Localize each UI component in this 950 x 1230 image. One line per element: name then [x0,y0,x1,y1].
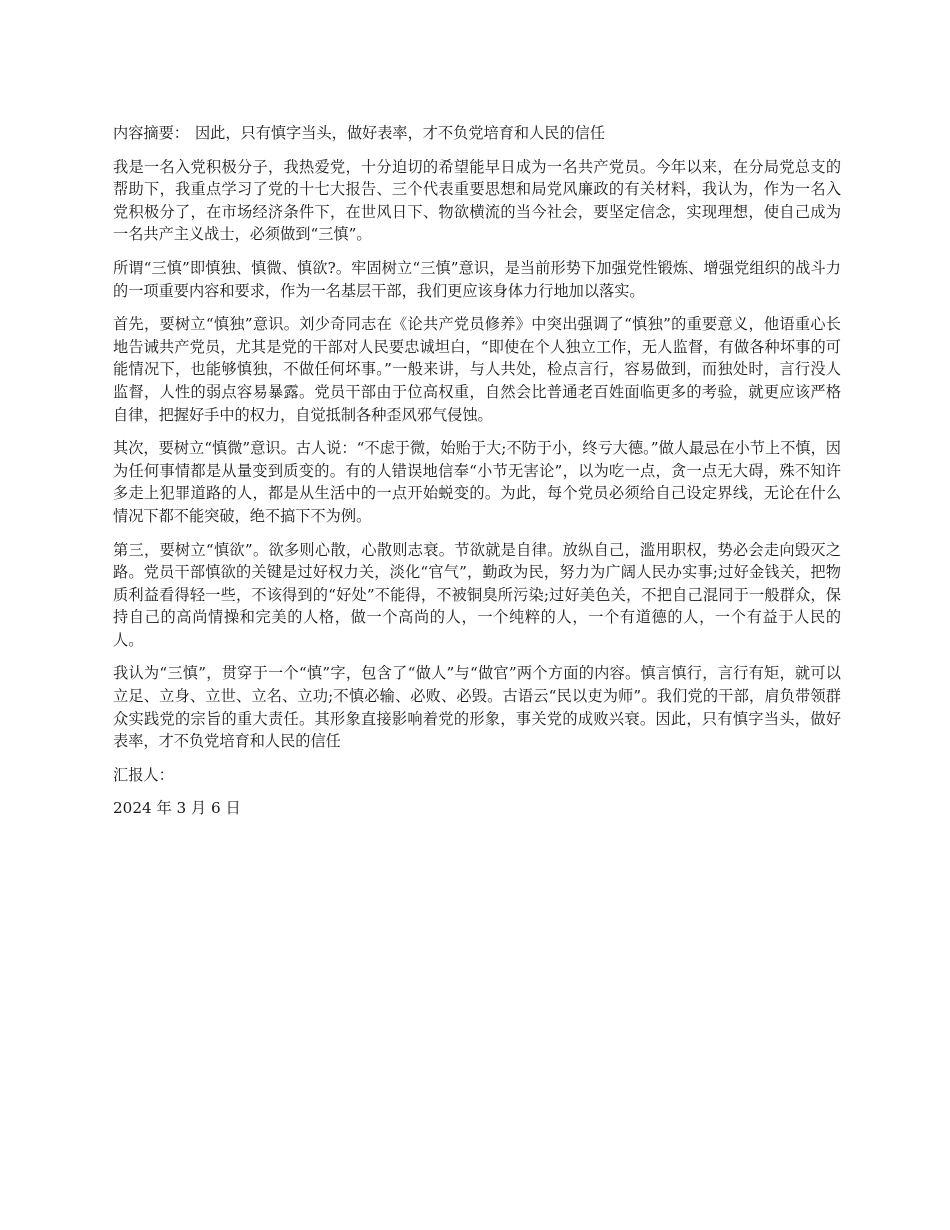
report-date: 2024 年 3 月 6 日 [113,799,241,818]
paragraph-shenwei: 其次，要树立“慎微”意识。古人说：“不虑于微，始贻于大;不防于小，终亏大德。”做人最忌在小节上不慎，因为任何事情都是从量变到质变的。有的人错误地信奉“小节无害论”，以为吃一点，贪一点无大碍，殊不知许多走上犯罪道路的人，都是从生活中的一点开始蜕变的。为此，每个党员必须给自己设定界线，无论在什么情况下都不能突破，绝不搞下不为例。 [113,439,841,525]
document-page [113,122,841,831]
summary-text: 因此，只有慎字当头，做好表率，才不负党培育和人民的信任 [194,124,605,142]
summary-line [113,122,841,145]
paragraph-shenyu: 第三，要树立“慎欲”。欲多则心散，心散则志衰。节欲就是自律。放纵自己，滥用职权，势必会走向毁灭之路。党员干部慎欲的关键是过好权力关，淡化“官气”，勤政为民，努力为广阔人民办实事;过好金钱关，把物质利益看得轻一些，不该得到的“好处”不能得，不被铜臭所污染;过好美色关，不把自己混同于一般群众，保持自己的高尚情操和完美的人格，做一个高尚的人，一个纯粹的人，一个有道德的人，一个有益于人民的人。 [113,540,841,649]
paragraph-definition: 所谓“三慎”即慎独、慎微、慎欲?。牢固树立“三慎”意识，是当前形势下加强党性锻炼、增强党组织的战斗力的一项重要内容和要求，作为一名基层干部，我们更应该身体力行地加以落实。 [113,258,841,300]
paragraph-shendu: 首先，要树立“慎独”意识。刘少奇同志在《论共产党员修养》中突出强调了“慎独”的重要意义，他语重心长地告诫共产党员，尤其是党的干部对人民要忠诚坦白，“即使在个人独立工作，无人监督，有做各种坏事的可能情况下，也能够慎独，不做任何坏事。”一般来讲，与人共处，检点言行，容易做到，而独处时，言行没人监督，人性的弱点容易暴露。党员干部由于位高权重，自然会比普通老百姓面临更多的考验，就更应该严格自律，把握好手中的权力，自觉抵制各种歪风邪气侵蚀。 [113,315,841,424]
reporter-label: 汇报人： [113,765,174,784]
summary-label: 内容摘要： [113,124,189,142]
paragraph-conclusion: 我认为“三慎”，贯穿于一个“慎”字，包含了“做人”与“做官”两个方面的内容。慎言慎行，言行有矩，就可以立足、立身、立世、立名、立功;不慎必输、必败、必毁。古语云“民以吏为师”。我们党的干部，肩负带领群众实践党的宗旨的重大责任。其形象直接影响着党的形象，事关党的成败兴衰。因此，只有慎字当头，做好表率，才不负党培育和人民的信任 [113,664,841,751]
paragraph-intro: 我是一名入党积极分子，我热爱党，十分迫切的希望能早日成为一名共产党员。今年以来，在分局党总支的帮助下，我重点学习了党的十七大报告、三个代表重要思想和局党风廉政的有关材料，我认为，作为一名入党积极分了，在市场经济条件下，在世风日下、物欲横流的当今社会，要坚定信念，实现理想，使自己成为一名共产主义战士，必须做到“三慎”。 [113,157,841,244]
